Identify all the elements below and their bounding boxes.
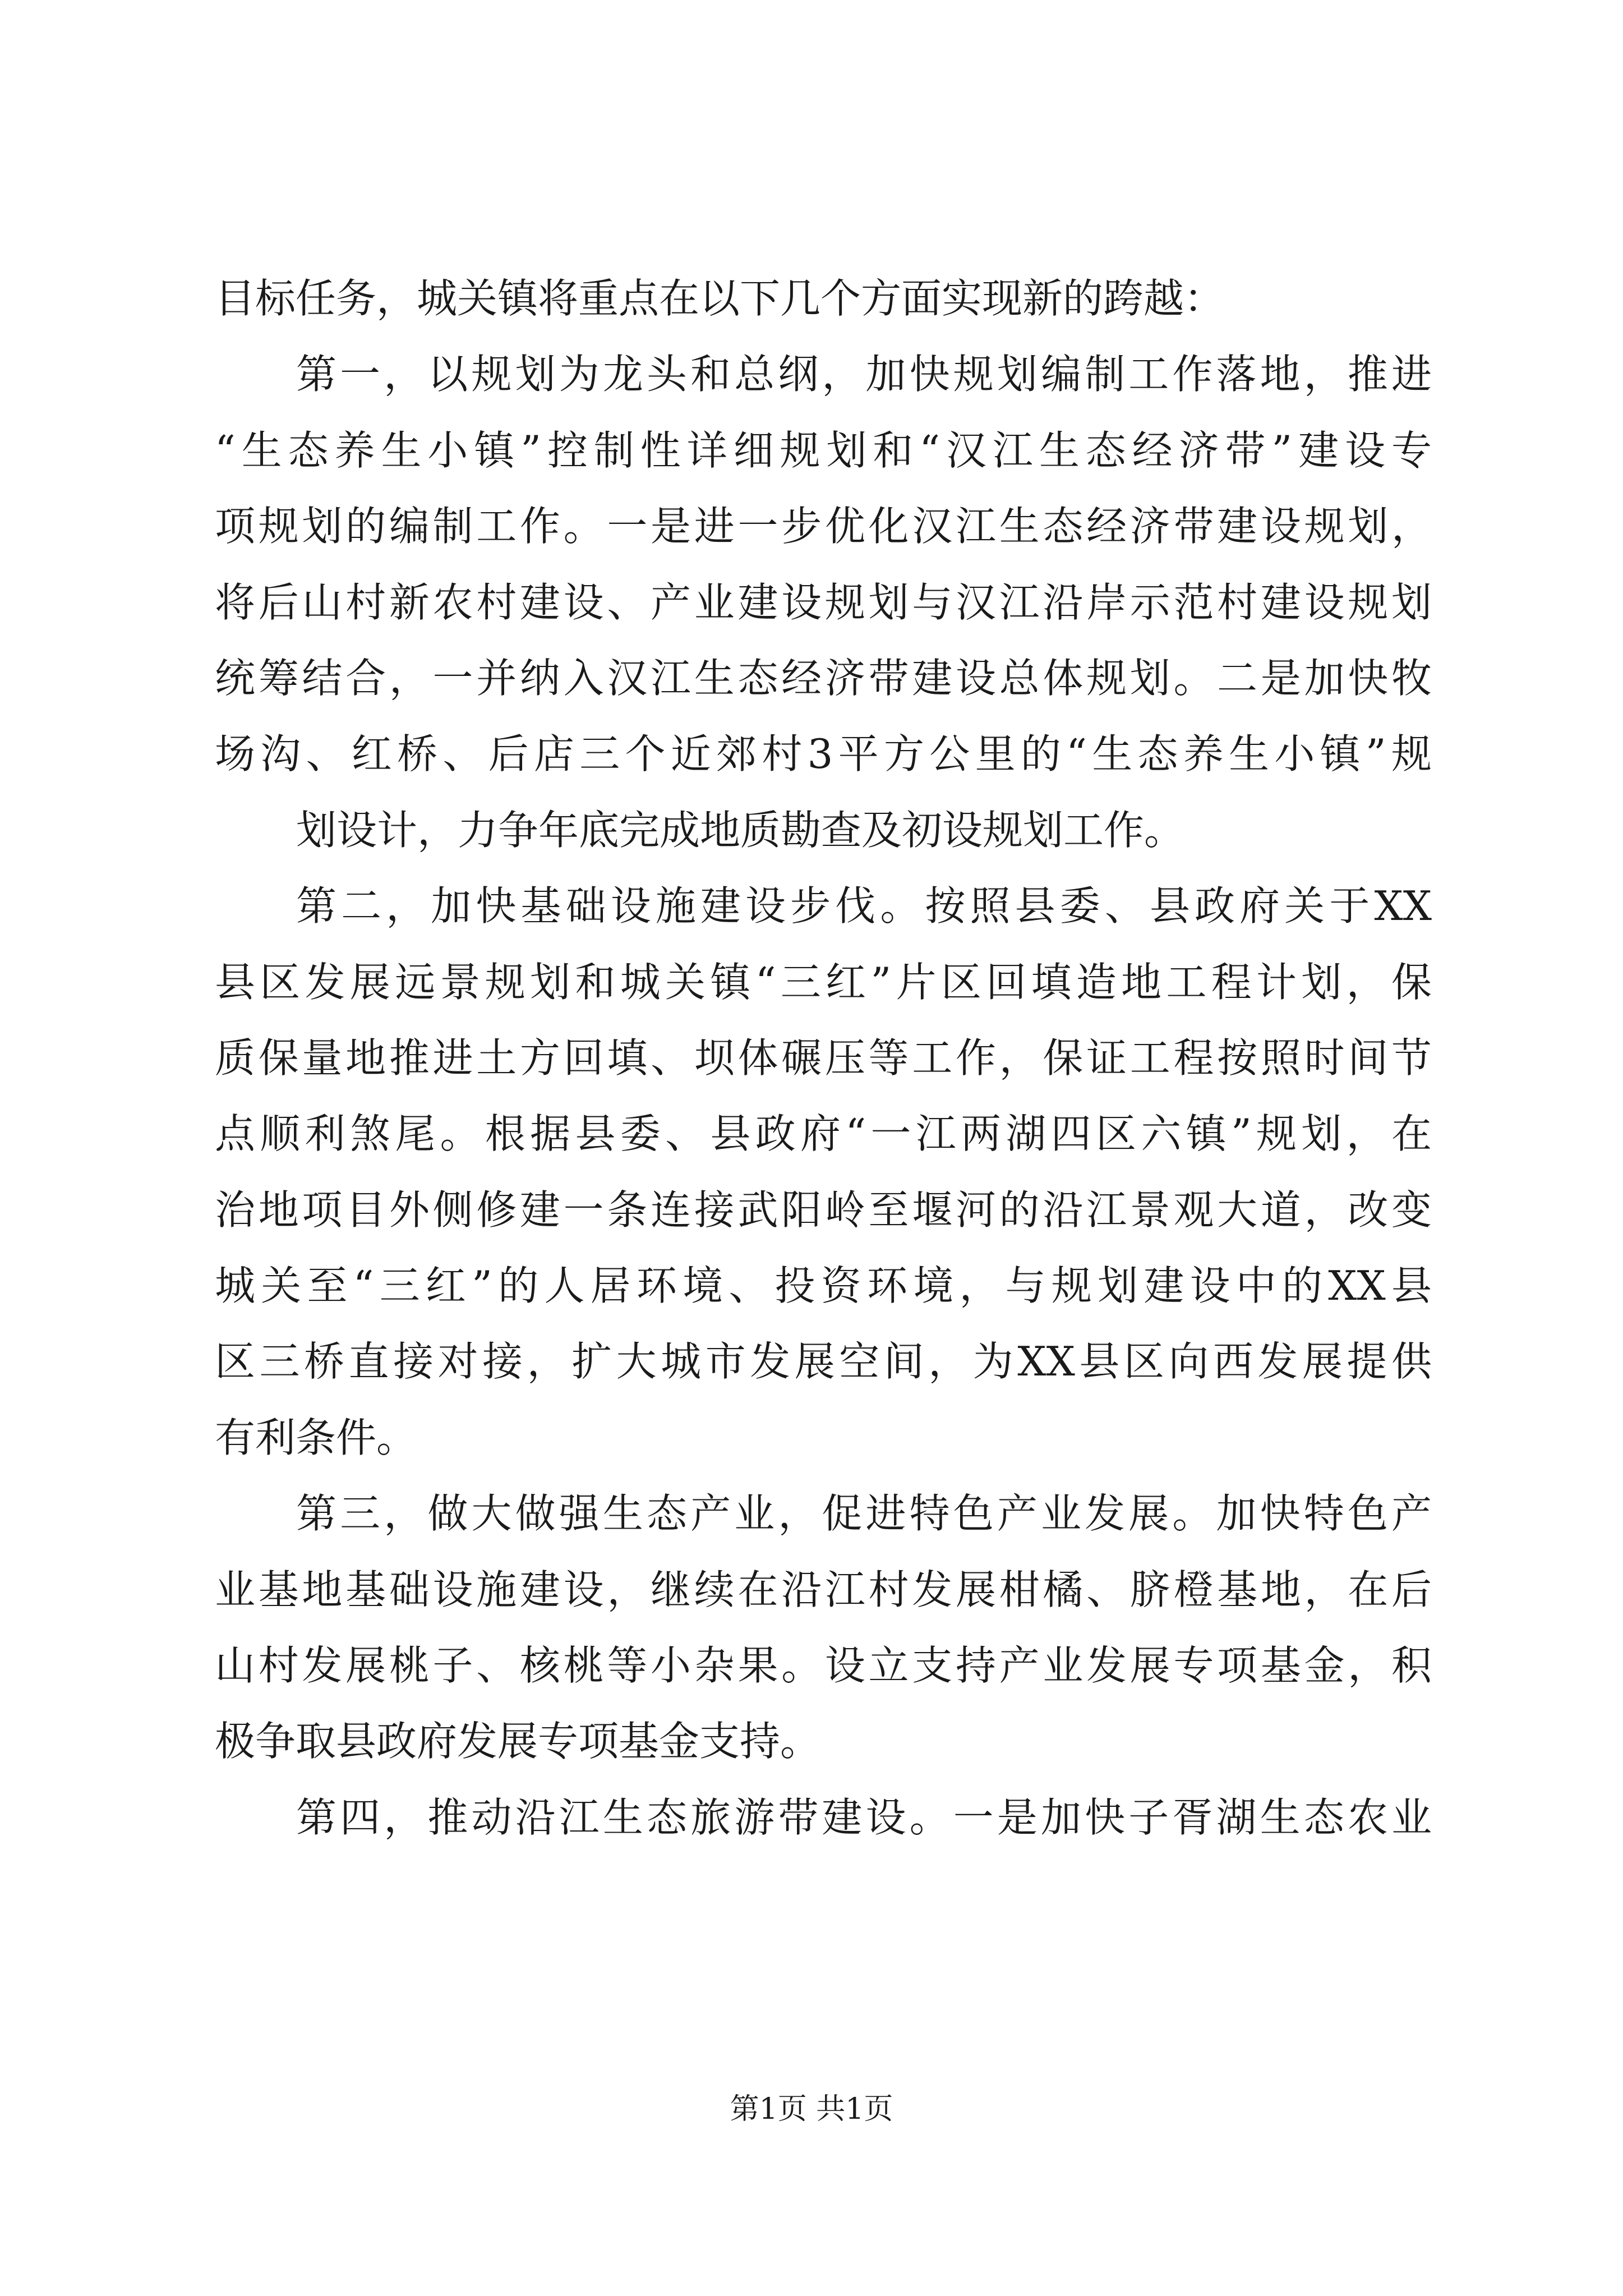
text-line: 山村发展桃子、核桃等小杂果。设立支持产业发展专项基金，积 — [215, 1642, 1432, 1690]
text-line: 县区发展远景规划和城关镇“三红”片区回填造地工程计划，保 — [215, 958, 1432, 1006]
page-footer: 第1页 共1页 — [730, 2092, 893, 2126]
text-line: 第三，做大做强生态产业，促进特色产业发展。加快特色产 — [296, 1490, 1432, 1538]
text-line: 业基地基础设施建设，继续在沿江村发展柑橘、脐橙基地，在后 — [215, 1566, 1432, 1613]
text-line: 目标任务，城关镇将重点在以下几个方面实现新的跨越： — [215, 275, 1225, 322]
text-line: 第四，推动沿江生态旅游带建设。一是加快子胥湖生态农业 — [296, 1793, 1432, 1841]
text-line: 场沟、红桥、后店三个近郊村3平方公里的“生态养生小镇”规 — [215, 730, 1432, 778]
text-line: 点顺利煞尾。根据县委、县政府“一江两湖四区六镇”规划，在 — [215, 1110, 1432, 1158]
text-line: 区三桥直接对接，扩大城市发展空间，为XX县区向西发展提供 — [215, 1338, 1432, 1386]
text-line: 统筹结合，一并纳入汉江生态经济带建设总体规划。二是加快牧 — [215, 654, 1432, 702]
text-line: 有利条件。 — [215, 1414, 417, 1461]
text-line: 城关至“三红”的人居环境、投资环境，与规划建设中的XX县 — [215, 1262, 1432, 1310]
text-line: 将后山村新农村建设、产业建设规划与汉江沿岸示范村建设规划 — [215, 578, 1432, 626]
text-line: 项规划的编制工作。一是进一步优化汉江生态经济带建设规划， — [215, 503, 1432, 550]
document-body — [215, 261, 1432, 1856]
text-line: 质保量地推进土方回填、坝体碾压等工作，保证工程按照时间节 — [215, 1034, 1432, 1082]
text-line: 极争取县政府发展专项基金支持。 — [215, 1718, 821, 1765]
text-line: 第二，加快基础设施建设步伐。按照县委、县政府关于XX — [296, 882, 1432, 930]
text-line: “生态养生小镇”控制性详细规划和“汉江生态经济带”建设专 — [215, 426, 1432, 474]
text-line: 第一，以规划为龙头和总纲，加快规划编制工作落地，推进 — [296, 351, 1432, 398]
text-line: 治地项目外侧修建一条连接武阳岭至堰河的沿江景观大道，改变 — [215, 1186, 1432, 1234]
text-line: 划设计，力争年底完成地质勘查及初设规划工作。 — [296, 806, 1185, 854]
